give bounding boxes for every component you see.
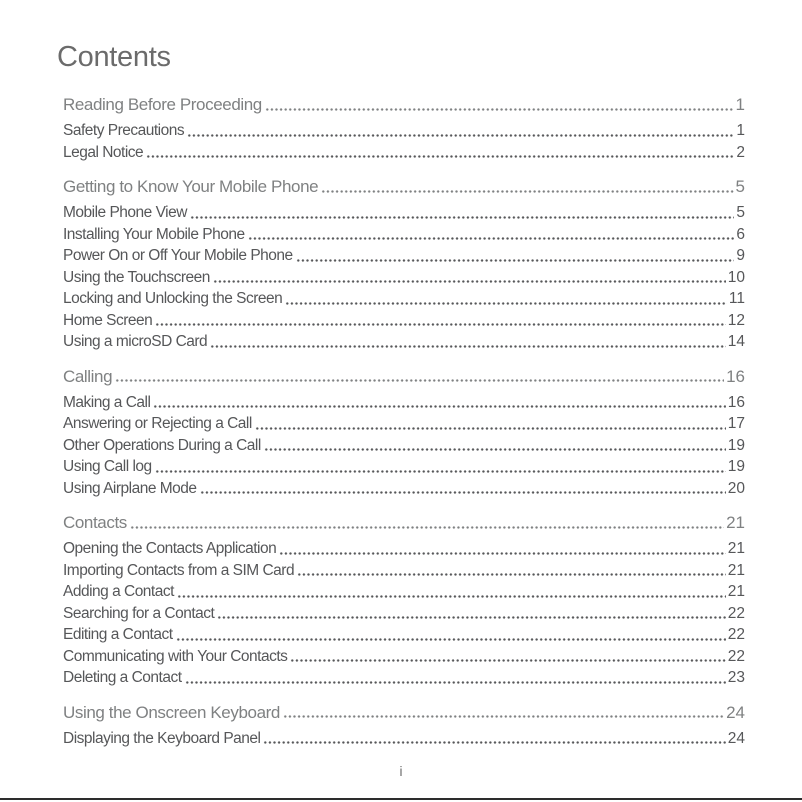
- toc-entry-row: [63, 202, 745, 224]
- toc-entry-row: [63, 646, 745, 668]
- toc-page-number: 12: [727, 311, 745, 329]
- dot-leader: [210, 331, 726, 353]
- toc-page-number: 22: [727, 626, 745, 643]
- toc-entry-row: [63, 456, 745, 478]
- toc-entry-label: Using Call log: [63, 458, 152, 475]
- toc-entry-row: [63, 120, 745, 142]
- dot-leader: [263, 728, 725, 750]
- toc-entry-label: Mobile Phone View: [63, 204, 187, 221]
- toc-entry-label: Power On or Off Your Mobile Phone: [63, 247, 293, 264]
- toc-page-number: 20: [727, 479, 745, 497]
- toc-entry-label: Other Operations During a Call: [63, 436, 261, 454]
- toc-page-number: 5: [736, 204, 745, 221]
- toc-section: [63, 94, 745, 163]
- dot-leader: [285, 288, 727, 310]
- toc-entry-label: Installing Your Mobile Phone: [63, 225, 245, 243]
- toc-page-number: 2: [736, 143, 745, 161]
- toc-entry-label: Using Airplane Mode: [63, 479, 197, 497]
- toc-entry-label: Legal Notice: [63, 143, 144, 161]
- dot-leader: [279, 538, 726, 560]
- toc-entry-label: Making a Call: [63, 393, 151, 411]
- toc-entry-row: [63, 728, 745, 750]
- toc-entry-label: Using the Touchscreen: [63, 268, 210, 286]
- toc-page-number: 19: [727, 436, 745, 454]
- toc-heading-label: Getting to Know Your Mobile Phone: [63, 177, 319, 196]
- dot-leader: [115, 366, 724, 388]
- page-title: Contents: [57, 41, 171, 73]
- toc-heading-label: Reading Before Proceeding: [63, 95, 262, 114]
- toc-section: [63, 176, 745, 353]
- toc-entry-row: [63, 224, 745, 246]
- toc-page-number: 5: [735, 177, 745, 196]
- toc-heading-row: [63, 366, 745, 388]
- toc-section: [63, 702, 745, 750]
- toc-entry-row: [63, 392, 745, 414]
- toc-entry-label: Using a microSD Card: [63, 333, 208, 350]
- toc-entry-label: Deleting a Contact: [63, 669, 182, 686]
- toc-entry-row: [63, 142, 745, 164]
- dot-leader: [177, 581, 726, 603]
- toc-page-number: 21: [727, 561, 745, 579]
- toc-entry-label: Editing a Contact: [63, 626, 173, 643]
- dot-leader: [255, 413, 726, 435]
- dot-leader: [146, 142, 734, 164]
- toc-page-number: 24: [727, 729, 745, 747]
- toc-entry-row: [63, 435, 745, 457]
- dot-leader: [297, 560, 726, 582]
- dot-leader: [213, 267, 726, 289]
- toc-entry-label: Adding a Contact: [63, 583, 174, 600]
- toc-page-number: 16: [726, 366, 745, 386]
- toc-entry-label: Displaying the Keyboard Panel: [63, 729, 261, 747]
- toc-entry-label: Opening the Contacts Application: [63, 540, 277, 557]
- footer-rule: [0, 798, 802, 800]
- dot-leader: [176, 624, 726, 646]
- toc-entry-row: [63, 581, 745, 603]
- page-content: [57, 41, 745, 749]
- dot-leader: [155, 456, 726, 478]
- toc-heading-row: [63, 702, 745, 724]
- dot-leader: [187, 120, 734, 142]
- toc-entry-label: Locking and Unlocking the Screen: [63, 290, 283, 307]
- toc-entry-row: [63, 267, 745, 289]
- toc-heading-row: [63, 176, 745, 198]
- dot-leader: [185, 667, 726, 689]
- toc-page-number: 19: [727, 458, 745, 475]
- toc-heading-label: Using the Onscreen Keyboard: [63, 702, 280, 722]
- toc-page-number: 23: [727, 669, 745, 686]
- dot-leader: [153, 392, 725, 414]
- dot-leader: [155, 310, 725, 332]
- toc-page-number: 21: [727, 540, 745, 557]
- dot-leader: [130, 512, 724, 534]
- dot-leader: [290, 646, 725, 668]
- toc-page-number: 17: [727, 415, 745, 432]
- dot-leader: [200, 478, 726, 500]
- dot-leader: [296, 245, 735, 267]
- toc-heading-row: [63, 512, 745, 534]
- toc-entry-row: [63, 245, 745, 267]
- toc-entry-label: Communicating with Your Contacts: [63, 647, 288, 665]
- dot-leader: [283, 702, 724, 724]
- toc-entry-label: Safety Precautions: [63, 122, 185, 139]
- toc-entry-label: Searching for a Contact: [63, 604, 215, 622]
- toc-page-number: 21: [727, 583, 745, 600]
- toc-entry-label: Answering or Rejecting a Call: [63, 415, 252, 432]
- toc-entry-row: [63, 413, 745, 435]
- toc-page-number: 6: [736, 225, 745, 243]
- toc-page-number: 11: [728, 290, 745, 307]
- toc-heading-label: Calling: [63, 366, 113, 386]
- dot-leader: [265, 94, 734, 116]
- toc-entry-row: [63, 624, 745, 646]
- dot-leader: [264, 435, 726, 457]
- page-footer-number: i: [399, 764, 403, 779]
- toc-entry-row: [63, 310, 745, 332]
- toc-page-number: 1: [736, 122, 745, 139]
- dot-leader: [321, 176, 733, 198]
- toc-entry-row: [63, 560, 745, 582]
- toc: [63, 94, 745, 749]
- toc-entry-label: Home Screen: [63, 311, 153, 329]
- toc-entry-row: [63, 331, 745, 353]
- toc-heading-row: [63, 94, 745, 116]
- toc-page-number: 22: [727, 604, 745, 622]
- toc-page-number: 10: [727, 268, 745, 286]
- dot-leader: [217, 603, 725, 625]
- toc-page-number: 24: [726, 702, 745, 722]
- toc-page-number: 1: [735, 95, 745, 114]
- toc-heading-label: Contacts: [63, 513, 127, 532]
- dot-leader: [190, 202, 734, 224]
- toc-page-number: 21: [726, 513, 745, 532]
- toc-entry-label: Importing Contacts from a SIM Card: [63, 561, 295, 579]
- toc-entry-row: [63, 538, 745, 560]
- toc-entry-row: [63, 478, 745, 500]
- toc-page-number: 9: [736, 247, 745, 264]
- toc-entry-row: [63, 667, 745, 689]
- toc-page-number: 22: [727, 647, 745, 665]
- toc-entry-row: [63, 288, 745, 310]
- toc-section: [63, 366, 745, 500]
- toc-page-number: 14: [727, 333, 745, 350]
- toc-section: [63, 512, 745, 689]
- toc-entry-row: [63, 603, 745, 625]
- toc-page-number: 16: [727, 393, 745, 411]
- dot-leader: [248, 224, 735, 246]
